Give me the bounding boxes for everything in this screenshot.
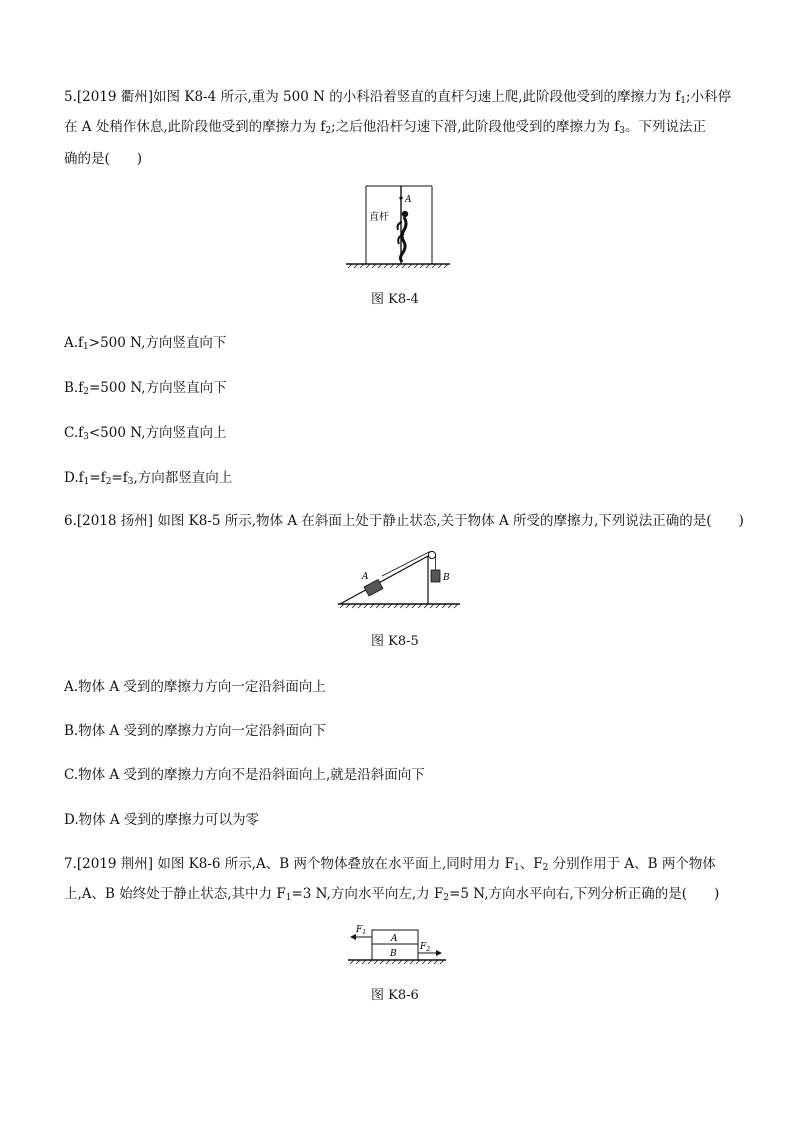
q5-option-b[interactable] <box>64 379 227 401</box>
q7-sub: 2 <box>542 863 549 873</box>
opt-sub: 2 <box>83 387 89 397</box>
q5-option-a[interactable] <box>64 334 226 356</box>
point-a-dot <box>399 196 402 199</box>
q7-text: =3 N,方向水平向左,力 F <box>291 886 444 902</box>
opt-sub: 1 <box>83 477 90 487</box>
q7-sub: 1 <box>513 863 520 873</box>
climber-figure <box>398 211 409 262</box>
q5-sub: 1 <box>680 96 687 106</box>
q7-text: 、F <box>519 856 543 872</box>
q5-stem-line-3: 确的是( ) <box>64 151 143 167</box>
q5-option-d[interactable] <box>64 469 232 491</box>
opt-text: A.f <box>64 335 84 351</box>
q6-stem-line-1: 6.[2018 扬州] 如图 K8-5 所示,物体 A 在斜面上处于静止状态,关于物体 A 所受的摩擦力,下列说法正确的是( ) <box>64 513 744 529</box>
q5-text: 5.[2019 衢州]如图 K8-4 所示,重为 500 N 的小科沿着竖直的直杆匀速上爬,此阶段他受到的摩擦力为 f <box>64 89 681 105</box>
q5-text: ;小科停 <box>686 89 732 105</box>
label-a: A <box>391 934 398 944</box>
q6-option-a[interactable]: A.物体 A 受到的摩擦力方向一定沿斜面向上 <box>64 679 326 695</box>
opt-sub: 2 <box>105 477 112 487</box>
q5-text: ;之后他沿杆匀速下滑,此阶段他受到的摩擦力为 f <box>331 119 620 135</box>
incline-surface <box>340 556 428 604</box>
label-pole: 直杆 <box>369 212 389 223</box>
f2-arrow-head <box>436 950 442 956</box>
q7-stem-line-2 <box>64 885 719 907</box>
caption-k8-5: 图 K8-5 <box>371 634 419 649</box>
q7-text: 分别作用于 A、B 两个物体 <box>548 856 716 872</box>
figure-k8-6 <box>346 922 448 968</box>
figure-k8-5 <box>336 546 462 610</box>
figure-k8-4 <box>344 184 452 270</box>
q5-text: 在 A 处稍作休息,此阶段他受到的摩擦力为 f <box>64 119 326 135</box>
label-f2: $F_2$ <box>420 942 431 953</box>
opt-sub: 1 <box>83 342 89 352</box>
q5-text: 。下列说法正 <box>625 119 707 135</box>
q7-text: 7.[2019 荆州] 如图 K8-6 所示,A、B 两个物体叠放在水平面上,同时用力 F <box>64 856 514 872</box>
label-b: B <box>443 573 450 583</box>
q7-sub: 1 <box>285 893 292 903</box>
opt-text: ,方向都竖直向上 <box>133 470 233 486</box>
opt-text: D.f <box>64 470 84 486</box>
label-f1: $F_1$ <box>356 925 367 936</box>
pulley <box>428 551 435 558</box>
q5-stem-line-1 <box>64 88 731 110</box>
q6-option-d[interactable]: D.物体 A 受到的摩擦力可以为零 <box>64 812 259 828</box>
opt-text: =f <box>111 470 128 486</box>
opt-text: <500 N,方向竖直向上 <box>88 425 227 441</box>
q7-text: =5 N,方向水平向右,下列分析正确的是( ) <box>449 886 720 902</box>
caption-k8-6: 图 K8-6 <box>371 988 419 1003</box>
label-a: A <box>362 572 369 582</box>
q5-option-c[interactable] <box>64 424 227 446</box>
opt-sub: 3 <box>127 477 134 487</box>
label-b: B <box>390 949 397 959</box>
opt-text: =500 N,方向竖直向下 <box>88 380 227 396</box>
q7-stem-line-1 <box>64 855 716 877</box>
q7-sub: 2 <box>443 893 450 903</box>
opt-text: B.f <box>64 380 84 396</box>
opt-text: >500 N,方向竖直向下 <box>88 335 227 351</box>
string-incline <box>382 552 430 577</box>
q5-sub: 2 <box>325 126 332 136</box>
opt-text: =f <box>89 470 106 486</box>
q6-option-c[interactable]: C.物体 A 受到的摩擦力方向不是沿斜面向上,就是沿斜面向下 <box>64 767 425 783</box>
q5-stem-line-2 <box>64 118 706 140</box>
opt-sub: 3 <box>83 432 89 442</box>
opt-text: C.f <box>64 425 84 441</box>
block-b <box>431 570 440 582</box>
q5-sub: 3 <box>619 126 626 136</box>
caption-k8-4: 图 K8-4 <box>371 292 419 307</box>
q6-option-b[interactable]: B.物体 A 受到的摩擦力方向一定沿斜面向下 <box>64 723 327 739</box>
q7-text: 上,A、B 始终处于静止状态,其中力 F <box>64 886 286 902</box>
label-a: A <box>405 195 412 205</box>
